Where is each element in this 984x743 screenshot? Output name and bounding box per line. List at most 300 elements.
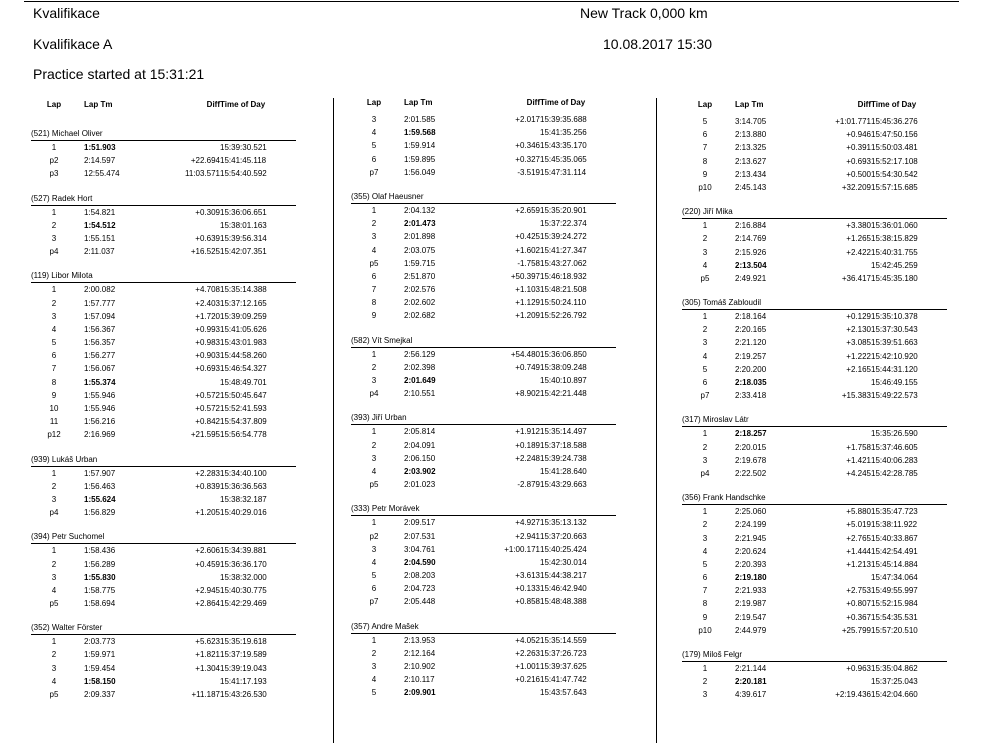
- lap-row: [682, 558, 947, 571]
- lap-row: [351, 217, 616, 230]
- lap-time: 2:33.418: [735, 391, 767, 401]
- time-of-day: 15:38:01.163: [220, 220, 267, 230]
- lap-number: p7: [369, 597, 379, 607]
- lap-time: 2:18.035: [735, 378, 767, 387]
- lap-row: [31, 219, 296, 232]
- lap-number: 6: [702, 130, 708, 140]
- column-header: [31, 97, 296, 113]
- lap-row: [31, 480, 296, 493]
- column-header: [351, 95, 616, 111]
- lap-number: p7: [700, 391, 710, 401]
- time-of-day: 15:49:55.997: [871, 586, 918, 596]
- lap-time: 2:20.624: [735, 546, 767, 556]
- time-of-day: 15:43:26.530: [220, 690, 267, 699]
- lap-row: [351, 660, 616, 673]
- time-of-day: 15:57:15.685: [871, 182, 918, 192]
- time-of-day: 15:38:32.000: [220, 572, 267, 582]
- lap-row: [31, 389, 296, 402]
- lap-time: 2:09.337: [84, 690, 116, 699]
- lap-time: 2:13.325: [735, 143, 767, 153]
- time-of-day: 15:46:42.940: [540, 584, 587, 594]
- time-of-day: 15:50:03.481: [871, 143, 918, 153]
- lap-number: 4: [371, 245, 377, 255]
- driver-block: [31, 453, 296, 520]
- lap-row: [31, 245, 296, 258]
- results-column-2: [351, 95, 616, 700]
- lap-time: 2:04.590: [404, 557, 436, 567]
- lap-number: 7: [702, 586, 708, 596]
- time-of-day: 15:52:26.792: [540, 311, 587, 321]
- time-of-day: 15:42:07.351: [220, 247, 267, 257]
- time-of-day: 15:41:35.256: [540, 128, 587, 138]
- driver-block: [351, 113, 616, 179]
- lap-diff: +1.421: [846, 455, 871, 465]
- lap-row: [31, 662, 296, 675]
- lap-time: 2:07.531: [404, 531, 436, 541]
- lap-row: [351, 516, 616, 529]
- lap-diff: +0.946: [846, 130, 871, 140]
- lap-diff: +1:01.771: [835, 117, 871, 126]
- lap-diff: +2.941: [515, 531, 540, 541]
- lap-diff: +0.839: [195, 481, 220, 491]
- lap-diff: +1.001: [515, 662, 540, 671]
- lap-diff: +8.902: [515, 389, 540, 399]
- lap-diff: +4.708: [195, 285, 220, 295]
- lap-time: 2:18.257: [735, 429, 767, 439]
- time-of-day: 15:43:01.983: [220, 338, 267, 348]
- lap-diff: +0.500: [846, 169, 871, 179]
- lap-diff: +5.880: [846, 507, 871, 517]
- time-of-day: 15:40:33.867: [871, 533, 918, 543]
- driver-name: (220) Jiří Mika: [682, 205, 947, 219]
- lap-number: 4: [702, 260, 708, 270]
- time-of-day: 15:35:26.590: [871, 429, 918, 439]
- time-of-day: 15:35:04.862: [871, 664, 918, 673]
- lap-row: [682, 128, 947, 141]
- lap-number: 1: [702, 507, 708, 517]
- lap-number: 2: [371, 648, 377, 658]
- lap-number: 1: [51, 468, 57, 478]
- time-of-day: 15:52:41.593: [220, 404, 267, 413]
- lap-row: [351, 166, 616, 179]
- lap-diff: +0.309: [195, 207, 220, 217]
- lap-row: [31, 376, 296, 389]
- lap-time: 2:10.117: [404, 675, 435, 685]
- lap-number: 7: [371, 285, 377, 295]
- lap-time: 1:55.946: [84, 404, 116, 413]
- lap-row: [682, 662, 947, 675]
- lap-time: 1:57.907: [84, 468, 116, 478]
- time-of-day: 15:41:28.640: [540, 466, 587, 476]
- lap-row: [31, 506, 296, 519]
- lap-row: [351, 686, 616, 699]
- lap-diff: +5.623: [195, 637, 220, 647]
- lap-number: p5: [369, 258, 379, 268]
- lap-time: 12:55.474: [84, 169, 120, 179]
- lap-row: [31, 362, 296, 375]
- lap-diff: +2.753: [846, 586, 871, 596]
- lap-time: 2:13.953: [404, 635, 436, 645]
- driver-block: [682, 205, 947, 285]
- lap-number: 8: [702, 599, 708, 609]
- lap-time: 2:21.120: [735, 338, 767, 348]
- time-of-day: 15:35:47.723: [871, 507, 918, 517]
- lap-diff: +2:19.436: [835, 690, 871, 700]
- lap-row: [351, 126, 616, 139]
- lap-number: 1: [51, 207, 57, 217]
- lap-row: [682, 505, 947, 518]
- lap-time: 2:02.602: [404, 298, 436, 308]
- column-separator: [333, 98, 334, 743]
- lap-diff: +0.129: [846, 312, 871, 322]
- lap-number: 1: [51, 285, 57, 295]
- lap-row: [682, 597, 947, 610]
- lap-time: 1:56.829: [84, 508, 116, 518]
- time-of-day: 15:42:29.469: [220, 599, 267, 609]
- driver-name: (317) Miroslav Látr: [682, 413, 947, 427]
- lap-number: 1: [371, 205, 377, 215]
- time-of-day: 15:35:19.618: [220, 637, 267, 647]
- lap-number: 6: [371, 154, 377, 164]
- lap-row: [682, 232, 947, 245]
- lap-row: [682, 467, 947, 480]
- lap-number: 2: [51, 559, 57, 569]
- session-name: Kvalifikace A: [33, 36, 113, 52]
- lap-diff: +0.749: [515, 362, 540, 372]
- lap-row: [351, 244, 616, 257]
- lap-diff: +2.606: [195, 546, 220, 556]
- lap-time: 2:16.969: [84, 430, 116, 440]
- lap-number: p4: [700, 468, 710, 478]
- lap-time: 2:05.448: [404, 597, 436, 607]
- results-column-3: [682, 97, 947, 702]
- lap-row: [31, 154, 296, 167]
- time-of-day: 15:38:11.922: [871, 520, 918, 530]
- lap-diff: +3.613: [515, 571, 540, 581]
- lap-number: 1: [371, 518, 377, 528]
- time-of-day: 15:48:49.701: [220, 377, 267, 387]
- driver-block: [682, 648, 947, 702]
- lap-number: 2: [371, 440, 377, 450]
- driver-name: (179) Miloš Felgr: [682, 648, 947, 662]
- lap-number: 3: [702, 247, 708, 257]
- lap-diff: +0.425: [515, 232, 540, 242]
- lap-number: 4: [371, 466, 377, 476]
- lap-time: 2:21.144: [735, 664, 767, 673]
- lap-diff: +2.422: [846, 247, 871, 257]
- lap-row: [682, 336, 947, 349]
- lap-row: [682, 168, 947, 181]
- practice-start: Practice started at 15:31:21: [33, 66, 205, 82]
- driver-block: [682, 115, 947, 194]
- lap-number: 2: [702, 234, 708, 244]
- time-of-day: 15:42:10.920: [871, 351, 918, 361]
- lap-diff: +0.858: [515, 597, 540, 607]
- track-name: New Track 0,000 km: [580, 5, 708, 21]
- top-rule: [24, 1, 959, 2]
- lap-number: 3: [51, 494, 57, 504]
- lap-time: 2:10.902: [404, 662, 436, 671]
- lap-diff: +1.222: [846, 351, 871, 361]
- lap-number: p2: [49, 156, 59, 166]
- lap-row: [31, 675, 296, 688]
- lap-diff: +0.572: [195, 404, 220, 413]
- time-of-day: 15:36:36.170: [220, 559, 267, 569]
- lap-row: [682, 363, 947, 376]
- time-of-day: 15:42:28.785: [871, 468, 918, 478]
- lap-row: [682, 532, 947, 545]
- lap-time: 2:09.901: [404, 688, 436, 698]
- time-of-day: 15:48:48.388: [540, 597, 587, 607]
- driver-name: (119) Libor Milota: [31, 269, 296, 283]
- lap-time: 1:56.067: [84, 364, 116, 374]
- lap-time: 2:00.082: [84, 285, 116, 295]
- lap-row: [351, 465, 616, 478]
- lap-time: 1:59.914: [404, 141, 436, 151]
- lap-tm-header: Lap Tm: [84, 100, 113, 109]
- lap-time: 1:55.830: [84, 572, 116, 582]
- lap-number: p12: [47, 430, 61, 440]
- lap-row: [351, 348, 616, 361]
- lap-row: [351, 425, 616, 438]
- time-of-day: 15:34:40.100: [220, 468, 267, 478]
- lap-time: 1:56.289: [84, 559, 116, 569]
- driver-block: [351, 190, 616, 323]
- lap-diff: +0.327: [515, 154, 540, 164]
- lap-number: 3: [702, 338, 708, 348]
- lap-number: 8: [702, 156, 708, 166]
- lap-row: [682, 155, 947, 168]
- time-of-day: 15:50:45.647: [220, 390, 267, 400]
- lap-header: Lap: [46, 100, 62, 109]
- lap-row: [351, 113, 616, 126]
- lap-time: 2:24.199: [735, 520, 767, 530]
- time-of-day: 15:40:06.283: [871, 455, 918, 465]
- time-of-day: 15:43:29.663: [540, 480, 587, 490]
- lap-row: [682, 141, 947, 154]
- lap-number: 4: [371, 675, 377, 685]
- lap-time: 1:59.568: [404, 128, 436, 138]
- lap-row: [351, 204, 616, 217]
- lap-number: 2: [371, 362, 377, 372]
- lap-row: [31, 283, 296, 296]
- lap-time: 2:05.814: [404, 427, 436, 437]
- time-of-day: 15:42:04.660: [871, 690, 918, 700]
- time-of-day: 15:47:31.114: [540, 167, 587, 177]
- driver-block: [351, 411, 616, 491]
- lap-number: 6: [702, 573, 708, 583]
- lap-time: 2:19.678: [735, 455, 767, 465]
- lap-row: [682, 259, 947, 272]
- lap-row: [31, 415, 296, 428]
- lap-header: Lap: [366, 98, 382, 107]
- time-of-day: 15:35:14.497: [540, 427, 587, 437]
- time-of-day: 15:41:47.742: [540, 675, 587, 685]
- diff-header: Diff: [857, 100, 871, 109]
- lap-diff: 11:03.571: [185, 169, 220, 179]
- lap-row: [351, 296, 616, 309]
- report-title: Kvalifikace: [33, 5, 100, 21]
- lap-row: [351, 582, 616, 595]
- driver-block: [31, 127, 296, 181]
- lap-diff: +0.993: [195, 324, 220, 334]
- lap-time: 2:18.164: [735, 312, 767, 322]
- time-of-day: 15:57:20.510: [871, 625, 918, 635]
- lap-number: 5: [371, 688, 377, 698]
- lap-number: 4: [702, 351, 708, 361]
- driver-name: (582) Vít Smejkal: [351, 334, 616, 348]
- lap-time: 2:21.933: [735, 586, 767, 596]
- lap-number: 1: [51, 637, 57, 647]
- lap-row: [682, 323, 947, 336]
- lap-row: [351, 673, 616, 686]
- time-of-day: 15:43:57.643: [540, 688, 587, 698]
- lap-diff: +2.765: [846, 533, 871, 543]
- lap-diff: +0.459: [195, 559, 220, 569]
- lap-number: p4: [49, 508, 59, 518]
- tod-header: Time of Day: [540, 98, 586, 107]
- lap-time: 1:58.694: [84, 599, 116, 609]
- lap-diff: +0.189: [515, 440, 540, 450]
- diff-header: Diff: [526, 98, 540, 107]
- lap-time: 2:09.517: [404, 518, 436, 528]
- lap-row: [682, 246, 947, 259]
- time-of-day: 15:40:25.424: [540, 544, 587, 554]
- lap-time: 1:54.821: [84, 207, 116, 217]
- time-of-day: 15:37:12.165: [220, 298, 267, 308]
- lap-number: 3: [371, 544, 377, 554]
- lap-number: 10: [49, 404, 59, 413]
- lap-diff: +1.265: [846, 234, 871, 244]
- time-of-day: 15:39:24.738: [540, 453, 587, 463]
- lap-time: 1:59.971: [84, 650, 116, 660]
- lap-diff: +0.807: [846, 599, 871, 609]
- time-of-day: 15:37:18.588: [540, 440, 587, 450]
- time-of-day: 15:35:14.388: [220, 285, 267, 295]
- time-of-day: 15:39:30.521: [220, 143, 267, 152]
- time-of-day: 15:40:10.897: [540, 376, 587, 385]
- time-of-day: 15:36:01.060: [871, 221, 918, 231]
- lap-number: 1: [702, 221, 708, 231]
- lap-number: 2: [702, 325, 708, 335]
- lap-row: [351, 543, 616, 556]
- time-of-day: 15:38:15.829: [871, 234, 918, 244]
- driver-block: [351, 620, 616, 700]
- lap-row: [682, 545, 947, 558]
- lap-row: [31, 558, 296, 571]
- lap-number: 4: [51, 676, 57, 686]
- time-of-day: 15:52:17.108: [871, 156, 918, 166]
- lap-number: 2: [702, 442, 708, 452]
- lap-diff: -2.879: [517, 480, 540, 490]
- lap-diff: +5.019: [846, 520, 871, 530]
- lap-time: 2:03.075: [404, 245, 436, 255]
- lap-time: 2:11.037: [84, 247, 115, 257]
- lap-diff: +3.380: [846, 221, 871, 231]
- time-of-day: 15:45:14.884: [871, 559, 918, 569]
- column-separator: [656, 98, 657, 743]
- time-of-day: 15:41:45.118: [220, 156, 267, 166]
- time-of-day: 15:37:22.374: [540, 219, 587, 229]
- lap-row: [682, 115, 947, 128]
- driver-name: (521) Michael Oliver: [31, 127, 296, 141]
- lap-time: 1:56.367: [84, 324, 116, 334]
- time-of-day: 15:43:35.170: [540, 141, 587, 151]
- lap-row: [682, 518, 947, 531]
- lap-row: [682, 219, 947, 232]
- lap-diff: +0.133: [515, 584, 540, 594]
- lap-diff: +1:00.171: [504, 544, 540, 554]
- lap-time: 2:02.576: [404, 285, 436, 295]
- lap-diff: +1.304: [195, 663, 220, 673]
- time-of-day: 15:36:36.563: [220, 481, 267, 491]
- lap-time: 1:56.463: [84, 481, 116, 491]
- lap-number: 3: [51, 233, 57, 243]
- time-of-day: 15:42:45.259: [871, 260, 918, 270]
- lap-time: 1:54.512: [84, 220, 116, 230]
- driver-name: (393) Jiří Urban: [351, 411, 616, 425]
- lap-diff: +1.720: [195, 311, 220, 321]
- lap-number: 11: [49, 417, 59, 427]
- time-of-day: 15:38:09.248: [540, 362, 587, 372]
- time-of-day: 15:46:49.155: [871, 378, 918, 387]
- lap-number: 3: [51, 663, 57, 673]
- lap-number: 9: [702, 169, 708, 179]
- time-of-day: 15:45:36.276: [871, 117, 918, 126]
- lap-number: 8: [371, 298, 377, 308]
- lap-time: 2:21.945: [735, 533, 767, 543]
- lap-row: [31, 167, 296, 180]
- lap-row: [351, 634, 616, 647]
- lap-row: [682, 181, 947, 194]
- lap-diff: +0.216: [515, 675, 540, 685]
- lap-time: 1:56.277: [84, 351, 116, 361]
- driver-name: (357) Andre Mašek: [351, 620, 616, 634]
- time-of-day: 15:37:30.543: [871, 325, 918, 335]
- lap-diff: +1.129: [515, 298, 540, 308]
- lap-time: 2:14.769: [735, 234, 767, 244]
- lap-time: 2:10.551: [404, 389, 436, 399]
- time-of-day: 15:35:14.559: [540, 635, 587, 645]
- lap-number: 3: [371, 115, 377, 124]
- lap-time: 2:19.257: [735, 351, 767, 361]
- lap-row: [351, 270, 616, 283]
- diff-header: Diff: [206, 100, 220, 109]
- lap-diff: +0.983: [195, 338, 220, 348]
- driver-block: [682, 413, 947, 480]
- lap-number: 5: [51, 338, 57, 348]
- lap-row: [351, 139, 616, 152]
- lap-number: 6: [51, 351, 57, 361]
- lap-row: [31, 349, 296, 362]
- lap-number: 4: [371, 128, 377, 138]
- lap-time: 1:59.454: [84, 663, 116, 673]
- lap-number: 2: [51, 298, 57, 308]
- lap-number: 1: [51, 546, 57, 556]
- lap-number: 6: [702, 378, 708, 387]
- lap-number: 3: [702, 690, 708, 700]
- lap-row: [31, 493, 296, 506]
- lap-time: 2:20.393: [735, 559, 767, 569]
- time-of-day: 15:40:31.755: [871, 247, 918, 257]
- lap-time: 2:19.987: [735, 599, 767, 609]
- time-of-day: 15:45:35.065: [540, 154, 587, 164]
- lap-diff: +11.187: [191, 690, 220, 699]
- lap-diff: +2.659: [515, 205, 540, 215]
- lap-row: [682, 624, 947, 637]
- time-of-day: 15:36:06.651: [220, 207, 267, 217]
- lap-row: [351, 309, 616, 322]
